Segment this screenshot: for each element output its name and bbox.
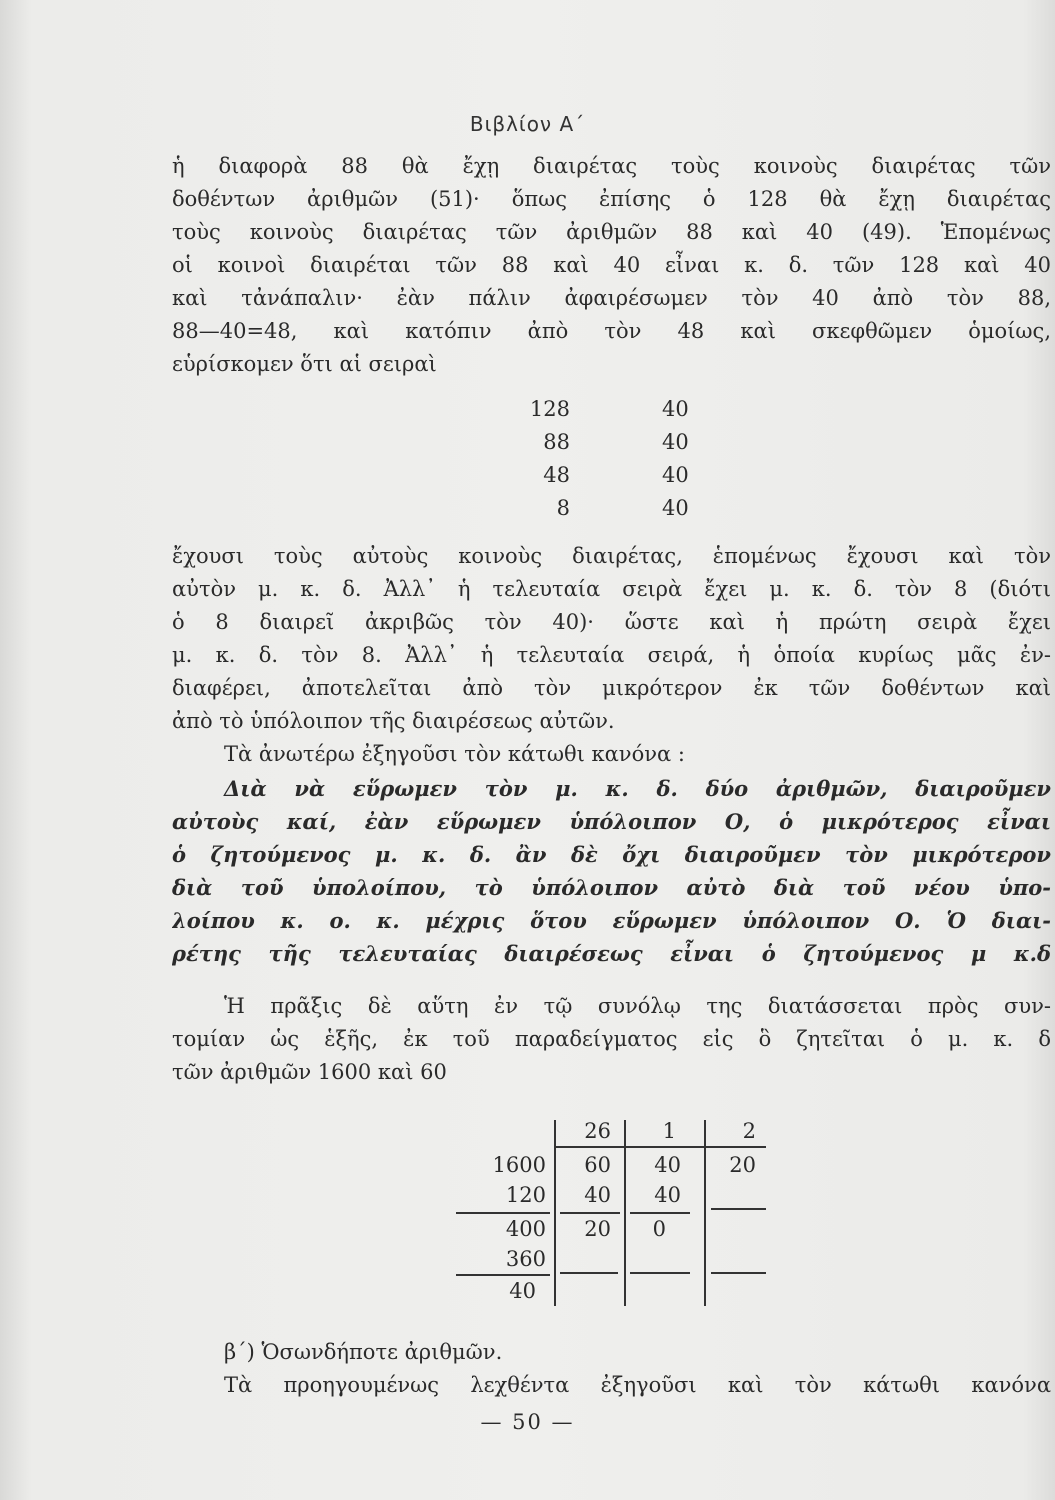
remainder-cell: 400: [505, 1217, 546, 1241]
column-end-line: [630, 1272, 690, 1274]
series-value-right: 40: [662, 463, 689, 487]
column-end-line: [560, 1272, 618, 1274]
text-line: οἱ κοινοὶ διαιρέται τῶν 88 καὶ 40 εἶναι κ. δ. τῶν 128 καὶ 40: [172, 253, 1051, 277]
series-value-left: 8: [556, 496, 570, 520]
subtraction-line: [711, 1208, 766, 1210]
section-heading: β΄) Ὁσωνδήποτε ἀριθμῶν.: [224, 1340, 503, 1364]
series-value-left: 48: [543, 463, 570, 487]
series-value-left: 88: [543, 430, 570, 454]
column-separator: [704, 1120, 706, 1306]
rule-line: ὁ ζητούμενος μ. κ. δ. ἂν δὲ ὄχι διαιροῦμεν τὸν μικρότερον: [172, 842, 1051, 867]
series-value-right: 40: [662, 496, 689, 520]
rule-line: λοίπου κ. ο. κ. μέχρις ὅτου εὕρωμεν ὑπόλοιπον Ο. Ὁ διαι-: [172, 908, 1051, 933]
remainder-cell: 40: [509, 1279, 536, 1303]
series-value-right: 40: [662, 430, 689, 454]
quotient-cell: 26: [584, 1119, 611, 1143]
series-value-left: 128: [529, 397, 570, 421]
text-line: Ἡ πρᾶξις δὲ αὕτη ἐν τῷ συνόλῳ της διατάσσεται πρὸς συν-: [224, 994, 1051, 1018]
product-cell: 40: [654, 1183, 681, 1207]
product-cell: 360: [505, 1247, 546, 1271]
text-line: τομίαν ὡς ἑξῆς, ἐκ τοῦ παραδείγματος εἰς ὃ ζητεῖται ὁ μ. κ. δ: [172, 1027, 1051, 1051]
column-end-line: [711, 1272, 766, 1274]
divisor-cell: 60: [584, 1153, 611, 1177]
text-line: τοὺς κοινοὺς διαιρέτας τῶν ἀριθμῶν 88 καὶ 40 (49). Ἑπομένως: [172, 220, 1051, 244]
quotient-underline: [556, 1146, 766, 1148]
product-cell: 40: [584, 1183, 611, 1207]
series-table: [440, 393, 740, 525]
quotient-cell: 1: [662, 1119, 676, 1143]
rule-line: ρέτης τῆς τελευταίας διαιρέσεως εἶναι ὁ ζητούμενος μ κ.δ: [172, 941, 1051, 966]
paragraph-2: [172, 540, 1051, 771]
remainder-cell: 0: [652, 1217, 666, 1241]
rule-line: αὐτοὺς καί, ἐὰν εὕρωμεν ὑπόλοιπον Ο, ὁ μικρότερος εἶναι: [172, 809, 1051, 834]
rule-line: Διὰ νὰ εὕρωμεν τὸν μ. κ. δ. δύο ἀριθμῶν, διαιροῦμεν: [224, 776, 1051, 801]
text-line: ἀπὸ τὸ ὑπόλοιπον τῆς διαιρέσεως αὐτῶν.: [172, 709, 615, 733]
remainder-cell: 20: [584, 1217, 611, 1241]
text-line: τῶν ἀριθμῶν 1600 καὶ 60: [172, 1060, 447, 1084]
rule-statement: [172, 772, 1051, 970]
series-row: [440, 459, 740, 492]
text-line: εὑρίσκομεν ὅτι αἱ σειραὶ: [172, 352, 437, 376]
rule-intro: Τὰ ἀνωτέρω ἐξηγοῦσι τὸν κάτωθι κανόνα :: [224, 742, 685, 766]
quotient-cell: 2: [742, 1119, 756, 1143]
text-line: δοθέντων ἀριθμῶν (51)· ὅπως ἐπίσης ὁ 128 θὰ ἔχῃ διαιρέτας: [172, 187, 1051, 211]
running-header: Βιβλίον Α΄: [469, 112, 586, 136]
column-separator: [624, 1120, 626, 1306]
text-line: αὐτὸν μ. κ. δ. Ἀλλ᾽ ἡ τελευταία σειρὰ ἔχει μ. κ. δ. τὸν 8 (διότι: [172, 577, 1051, 601]
text-line: ὁ 8 διαιρεῖ ἀκριβῶς τὸν 40)· ὥστε καὶ ἡ πρώτη σειρὰ ἔχει: [172, 610, 1051, 634]
text-line: μ. κ. δ. τὸν 8. Ἀλλ᾽ ἡ τελευταία σειρά, ἡ ὁποία κυρίως μᾶς ἐν-: [172, 643, 1051, 667]
divisor-cell: 20: [729, 1153, 756, 1177]
text-line: διαφέρει, ἀποτελεῖται ἀπὸ τὸν μικρότερον ἐκ τῶν δοθέντων καὶ: [172, 676, 1051, 700]
page-number: — 50 —: [480, 1410, 575, 1434]
text-line: 88—40=48, καὶ κατόπιν ἀπὸ τὸν 48 καὶ σκεφθῶμεν ὁμοίως,: [172, 319, 1051, 343]
dividend-cell: 1600: [492, 1153, 546, 1177]
column-separator: [554, 1120, 556, 1306]
series-row: [440, 393, 740, 426]
text-line: ἔχουσι τοὺς αὐτοὺς κοινοὺς διαιρέτας, ἑπομένως ἔχουσι καὶ τὸν: [172, 544, 1051, 568]
divisor-cell: 40: [654, 1153, 681, 1177]
paragraph-1: [172, 150, 1051, 381]
product-cell: 120: [505, 1183, 546, 1207]
rule-line: διὰ τοῦ ὑπολοίπου, τὸ ὑπόλοιπον αὐτὸ διὰ τοῦ νέου ὑπο-: [172, 875, 1051, 900]
paragraph-3: [172, 990, 1051, 1089]
series-row: [440, 426, 740, 459]
series-row: [440, 492, 740, 525]
text-line: καὶ τἀνάπαλιν· ἐὰν πάλιν ἀφαιρέσωμεν τὸν 40 ἀπὸ τὸν 88,: [172, 286, 1051, 310]
text-line: Τὰ προηγουμένως λεχθέντα ἐξηγοῦσι καὶ τὸν κάτωθι κανόνα: [224, 1373, 1051, 1397]
text-line: ἡ διαφορὰ 88 θὰ ἔχῃ διαιρέτας τοὺς κοινοὺς διαιρέτας τῶν: [172, 154, 1051, 178]
section-b: [172, 1336, 1051, 1402]
series-value-right: 40: [662, 397, 689, 421]
euclid-division-table: [456, 1116, 776, 1306]
